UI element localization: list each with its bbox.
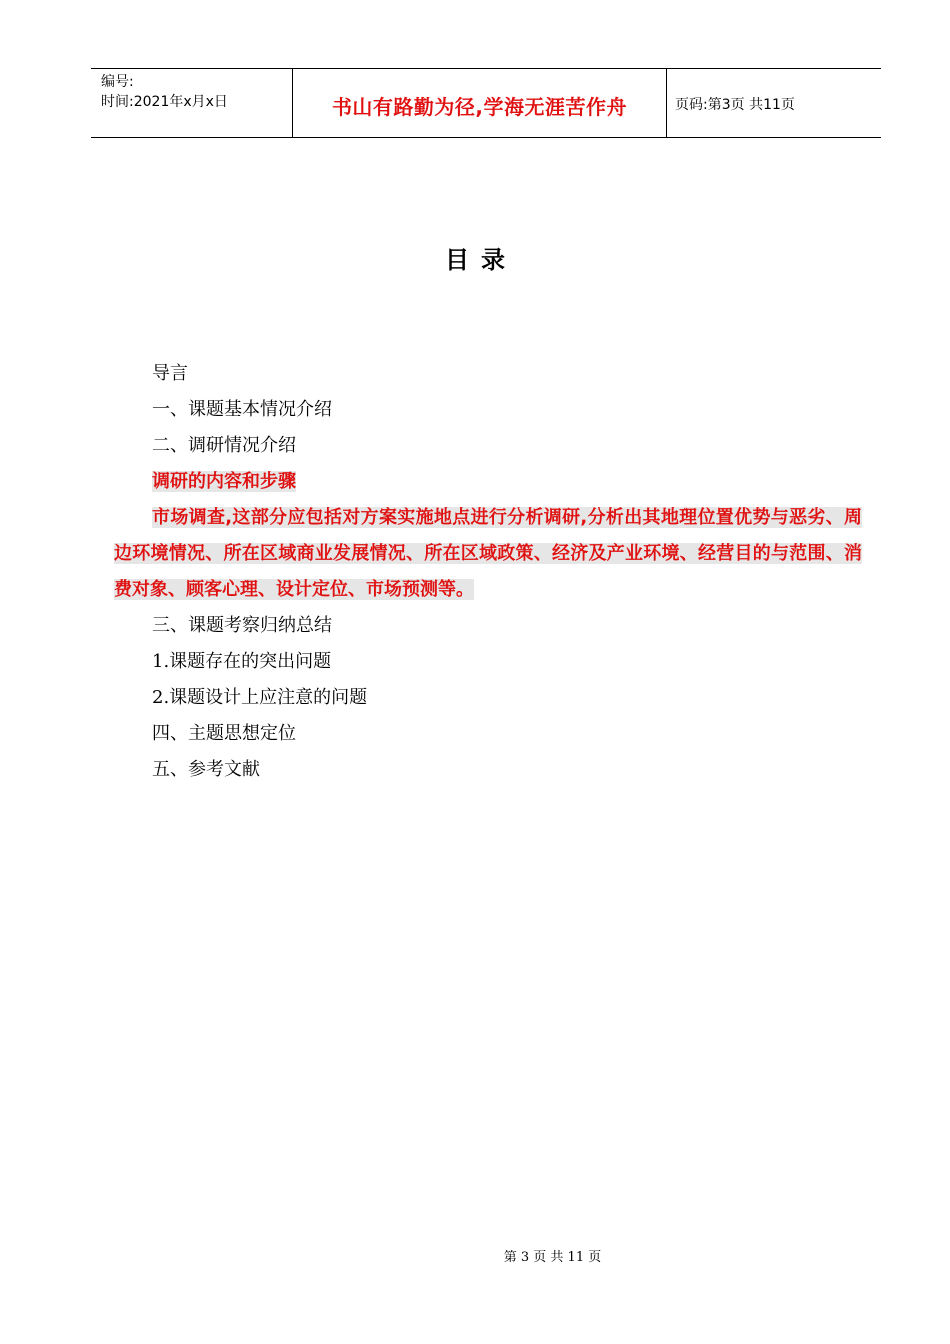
document-header: [91, 68, 881, 138]
toc-item-1: 一、课题基本情况介绍: [152, 399, 332, 420]
toc-item-intro: 导言: [152, 363, 188, 384]
header-motto: 书山有路勤为径,学海无涯苦作舟: [331, 95, 628, 119]
toc-red-heading-line: [114, 464, 862, 500]
page-title: 目录: [445, 246, 517, 274]
document-time-label: 时间:2021年x月x日: [101, 94, 228, 110]
toc-red-heading: 调研的内容和步骤: [152, 471, 296, 492]
toc-item-2: 二、调研情况介绍: [152, 435, 296, 456]
toc-item-3: 三、课题考察归纳总结: [152, 615, 332, 636]
toc-item-5: 五、参考文献: [152, 759, 260, 780]
toc-red-paragraph-block: [114, 500, 862, 608]
header-right-cell: [667, 69, 881, 137]
header-middle-cell: [292, 69, 667, 137]
header-page-info: 页码:第3页 共11页: [675, 97, 795, 113]
toc-red-paragraph: 市场调查,这部分应包括对方案实施地点进行分析调研,分析出其地理位置优势与恶劣、周边环境情况、所在区域商业发展情况、所在区域政策、经济及产业环境、经营目的与范围、消费对象、顾客心理、设计定位、市场预测等。: [114, 507, 862, 600]
table-of-contents: [114, 356, 862, 788]
page-footer: 第 3 页 共 11 页: [503, 1250, 602, 1265]
toc-item-3-2: 2.课题设计上应注意的问题: [152, 687, 368, 708]
toc-item-4: 四、主题思想定位: [152, 723, 296, 744]
header-left-cell: [91, 69, 292, 137]
document-number-label: 编号:: [101, 74, 134, 90]
toc-item-3-1: 1.课题存在的突出问题: [152, 651, 332, 672]
